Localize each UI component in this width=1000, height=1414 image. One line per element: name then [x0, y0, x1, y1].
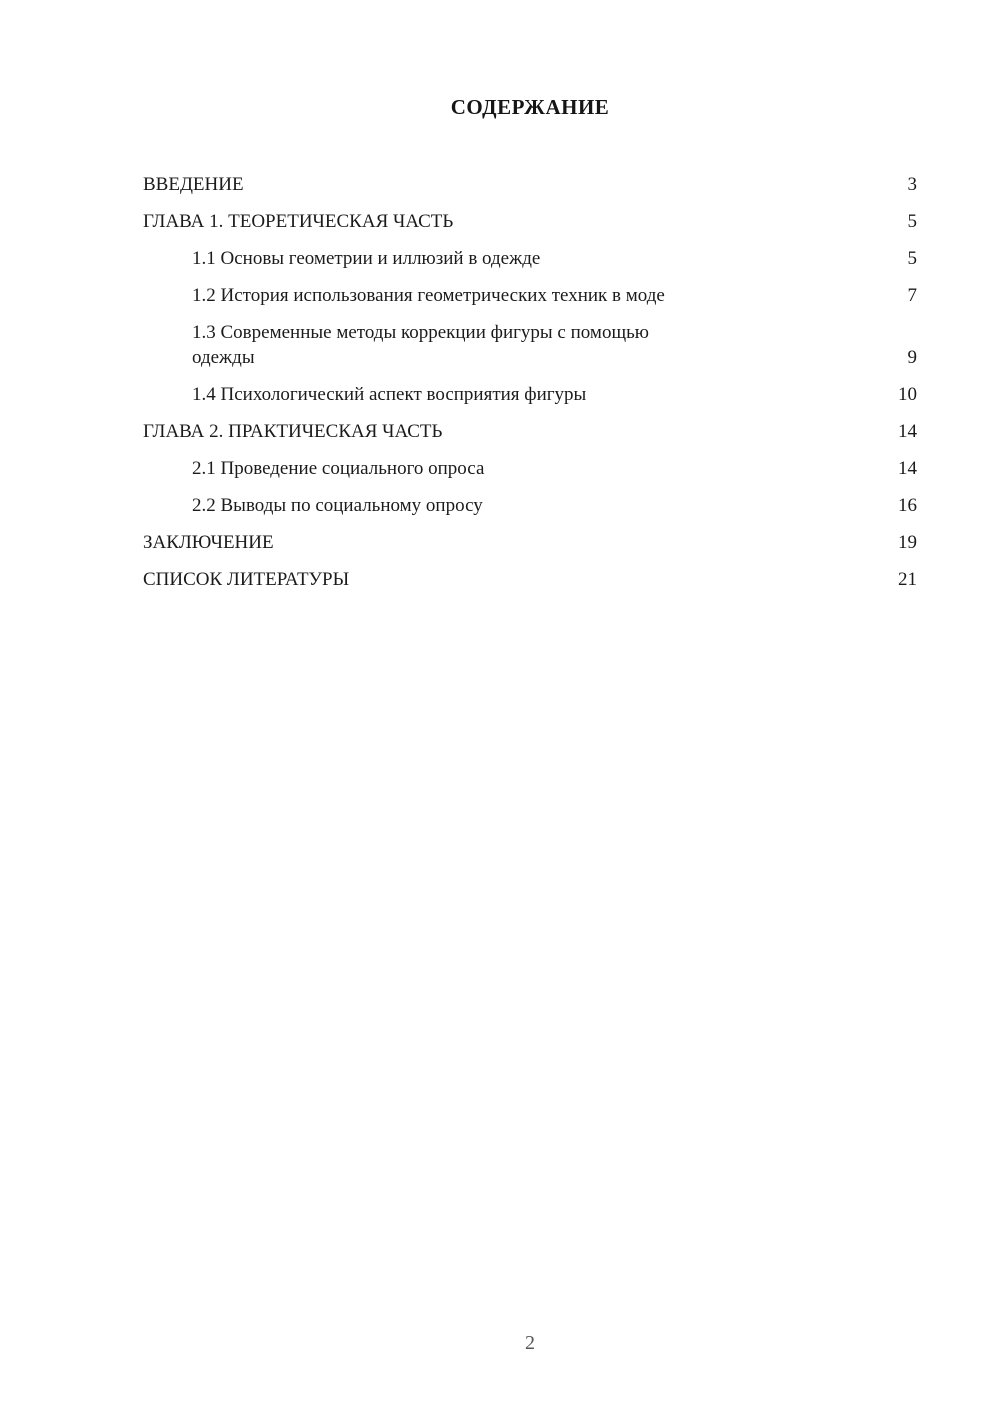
toc-entry-label: ЗАКЛЮЧЕНИЕ [143, 532, 274, 553]
toc-entry-label: 2.2 Выводы по социальному опросу [192, 495, 483, 516]
toc-list [143, 172, 917, 604]
toc-entry-label: 1.4 Психологический аспект восприятия фигуры [192, 384, 587, 405]
toc-entry [143, 246, 917, 271]
toc-entry-page: 19 [898, 532, 917, 553]
toc-entry [143, 283, 917, 308]
toc-entry-label: ГЛАВА 2. ПРАКТИЧЕСКАЯ ЧАСТЬ [143, 421, 443, 442]
toc-entry [143, 382, 917, 407]
toc-entry-page: 5 [907, 248, 917, 269]
toc-entry-label: 1.1 Основы геометрии и иллюзий в одежде [192, 248, 541, 269]
toc-entry [143, 567, 917, 592]
toc-entry-page: 21 [898, 569, 917, 590]
toc-entry-label: 1.2 История использования геометрических техник в моде [192, 285, 665, 306]
toc-entry-page: 14 [898, 421, 917, 442]
toc-entry-label [192, 320, 649, 370]
toc-entry-label: ГЛАВА 1. ТЕОРЕТИЧЕСКАЯ ЧАСТЬ [143, 211, 454, 232]
toc-entry-page: 10 [898, 384, 917, 405]
toc-entry-label: СПИСОК ЛИТЕРАТУРЫ [143, 569, 350, 590]
toc-entry-page: 5 [907, 211, 917, 232]
toc-entry-line: одежды [192, 347, 255, 368]
toc-entry-page: 7 [907, 285, 917, 306]
toc-entry-label: 2.1 Проведение социального опроса [192, 458, 485, 479]
toc-entry [143, 419, 917, 444]
toc-entry-page: 3 [907, 174, 917, 195]
toc-entry-line: 1.3 Современные методы коррекции фигуры с помощью [192, 322, 649, 343]
toc-entry-label: ВВЕДЕНИЕ [143, 174, 244, 195]
page-title: СОДЕРЖАНИЕ [450, 95, 610, 119]
toc-entry-page: 16 [898, 495, 917, 516]
toc-entry [143, 320, 917, 370]
toc-entry-page: 9 [907, 347, 917, 368]
toc-entry-page: 14 [898, 458, 917, 479]
toc-entry [143, 209, 917, 234]
toc-entry [143, 530, 917, 555]
toc-entry [143, 172, 917, 197]
toc-entry [143, 456, 917, 481]
footer-page-number: 2 [525, 1332, 535, 1354]
toc-entry [143, 493, 917, 518]
